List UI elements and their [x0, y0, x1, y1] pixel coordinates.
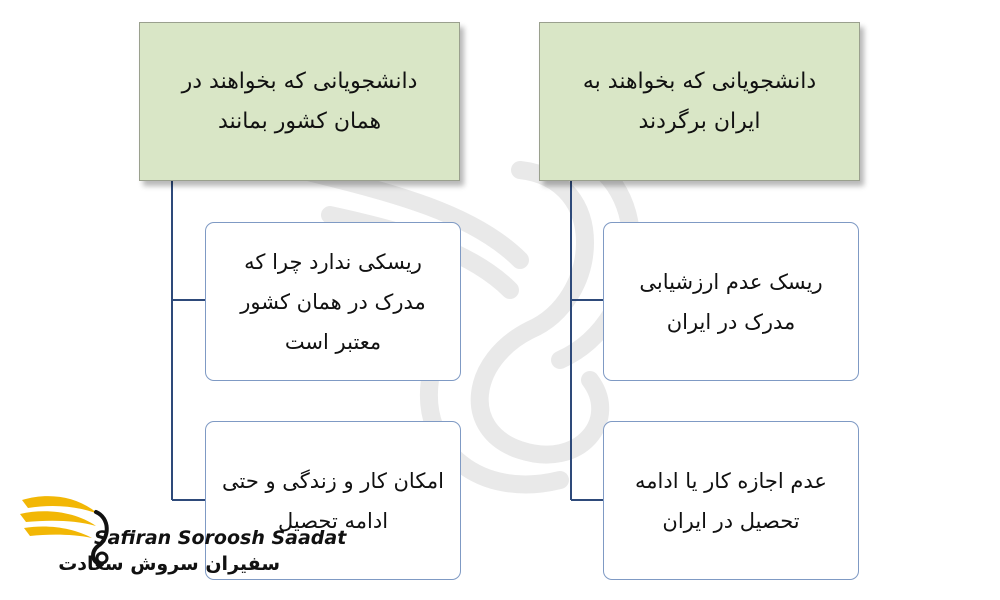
header-stay-abroad — [139, 22, 460, 181]
item-return-iran-1 — [603, 222, 859, 381]
header-return-iran — [539, 22, 860, 181]
item-return-iran-2 — [603, 421, 859, 580]
brand-name-fa: سفیران سروش سعادت — [58, 553, 280, 575]
brand-name-en: Safiran Soroosh Saadat — [94, 527, 347, 549]
item-stay-abroad-1-text: ریسکی ندارد چرا که مدرک در همان کشور معتبر است — [240, 249, 426, 354]
item-stay-abroad-1 — [205, 222, 461, 381]
item-return-iran-1-text: ریسک عدم ارزشیابی مدرک در ایران — [639, 269, 823, 334]
item-return-iran-2-text: عدم اجازه کار یا ادامه تحصیل در ایران — [635, 468, 827, 533]
header-return-iran-text: دانشجویانی که بخواهند به ایران برگردند — [582, 68, 817, 134]
header-stay-abroad-text: دانشجویانی که بخواهند در همان کشور بمانند — [181, 68, 418, 134]
item-stay-abroad-2-text: امکان کار و زندگی و حتی ادامه تحصیل — [221, 468, 445, 533]
